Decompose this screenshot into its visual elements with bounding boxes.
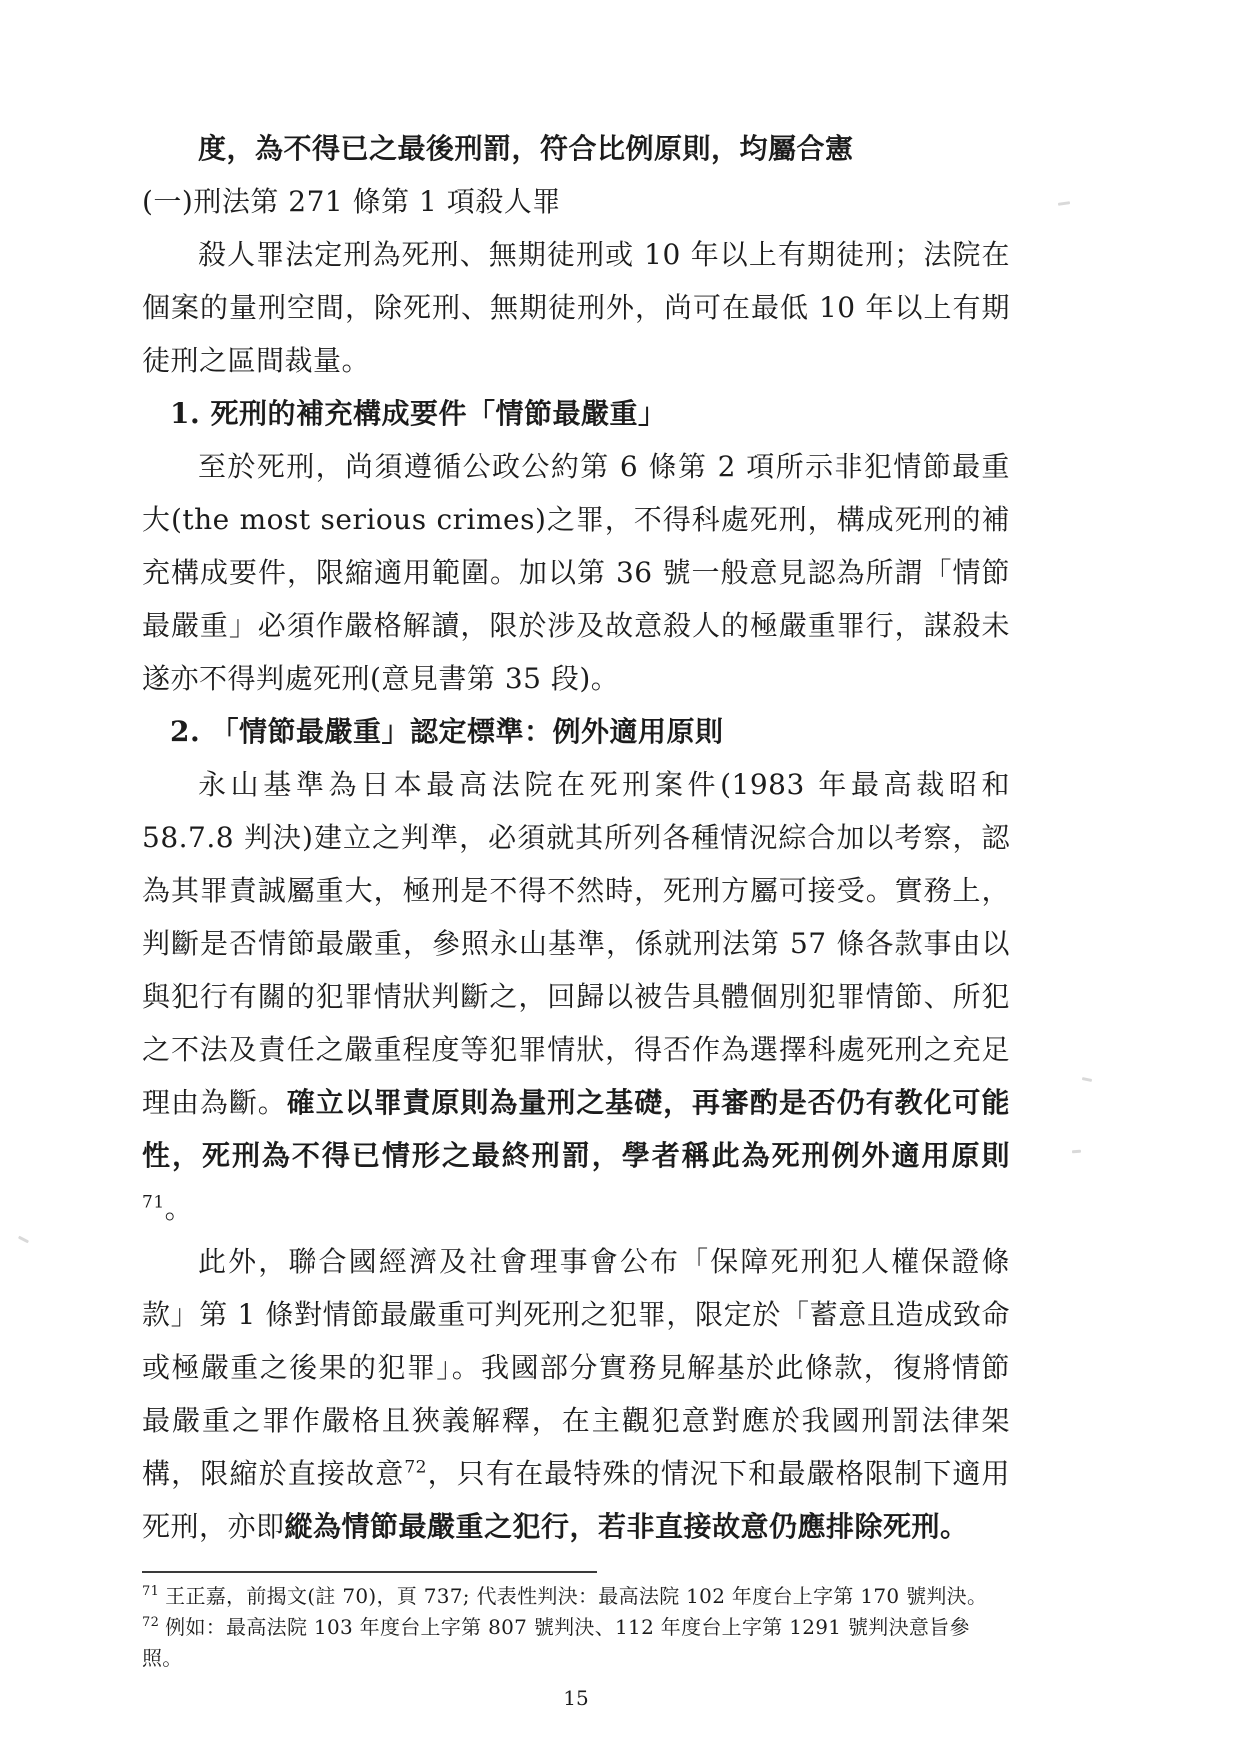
body-text: 此外，聯合國經濟及社會理事會公布「保障死刑犯人權保證條款」第 1 條對情節最嚴重可判死刑之犯罪，限定於「蓄意且造成致命或極嚴重之後果的犯罪」。我國部分實務見解基於此條款，復將情節最嚴重之罪作嚴格且狹義解釋，在主觀犯意對應於我國刑罰法律架構，限縮於直接故意 [142, 1245, 1010, 1490]
paragraph [142, 758, 1010, 1235]
scan-artifact [18, 1236, 29, 1244]
scan-artifact [1072, 1150, 1081, 1154]
page-number: 15 [563, 1686, 589, 1710]
section-heading: (一)刑法第 271 條第 1 項殺人罪 [142, 185, 561, 218]
emphasis-text: 縱為情節最嚴重之犯行，若非直接故意仍應排除死刑。 [284, 1510, 969, 1543]
paragraph [142, 440, 1010, 705]
body-text: ，只有在最特殊的情況下和最嚴格限制下適用死刑，亦即 [142, 1457, 1010, 1543]
opening-bold: 度，為不得已之最後刑罰，符合比例原則，均屬合憲 [198, 132, 854, 165]
body-text: 。 [164, 1192, 194, 1225]
footnote [142, 1581, 1010, 1612]
body-text: 至於死刑，尚須遵循公政公約第 6 條第 2 項所示非犯情節最重大(the most serious crimes)之罪，不得科處死刑，構成死刑的補充構成要件，限縮適用範圍。加以第 36 號一般意見認為所謂「情節最嚴重」必須作嚴格解讀，限於涉及故意殺人的極嚴重罪行，謀殺未遂亦不得判處死刑(意見書第 35 段)。 [142, 450, 1010, 695]
scan-artifact [1058, 201, 1070, 206]
paragraph [142, 228, 1010, 387]
paragraph [142, 1235, 1010, 1553]
document-content [142, 122, 1010, 1710]
emphasis-text: 確立以罪責原則為量刑之基礎，再審酌是否仍有教化可能性，死刑為不得已情形之最終刑罰，學者稱此為死刑例外適用原則 [142, 1086, 1010, 1172]
footnote-text: 王正嘉，前揭文(註 70)，頁 737; 代表性判決：最高法院 102 年度台上字第 170 號判決。 [165, 1584, 988, 1608]
body-text: 殺人罪法定刑為死刑、無期徒刑或 10 年以上有期徒刑；法院在個案的量刑空間，除死刑、無期徒刑外，尚可在最低 10 年以上有期徒刑之區間裁量。 [142, 238, 1010, 377]
body-text: 永山基準為日本最高法院在死刑案件(1983 年最高裁昭和 58.7.8 判決)建立之判準，必須就其所列各種情況綜合加以考察，認為其罪責誠屬重大，極刑是不得不然時，死刑方屬可接受。實務上，判斷是否情節最嚴重，參照永山基準，係就刑法第 57 條各款事由以與犯行有關的犯罪情狀判斷之，回歸以被告具體個別犯罪情節、所犯之不法及責任之嚴重程度等犯罪情狀，得否作為選擇科處死刑之充足理由為斷。 [142, 768, 1010, 1119]
footnotes-list [142, 1581, 1010, 1674]
footnote-marker: 72 [142, 1615, 160, 1631]
footnote-marker: 71 [142, 1584, 160, 1600]
subheading: 1. 死刑的補充構成要件「情節最嚴重」 [170, 397, 667, 430]
subheading: 2. 「情節最嚴重」認定標準：例外適用原則 [170, 715, 724, 748]
scan-artifact [1082, 1077, 1092, 1082]
footnote [142, 1612, 1010, 1674]
footnote-text: 例如：最高法院 103 年度台上字第 807 號判決、112 年度台上字第 1291 號判決意旨參照。 [142, 1615, 970, 1670]
document-body [142, 122, 1010, 1553]
footnote-reference: 72 [404, 1457, 427, 1478]
footnote-separator [142, 1571, 597, 1573]
footnote-reference: 71 [142, 1192, 165, 1213]
